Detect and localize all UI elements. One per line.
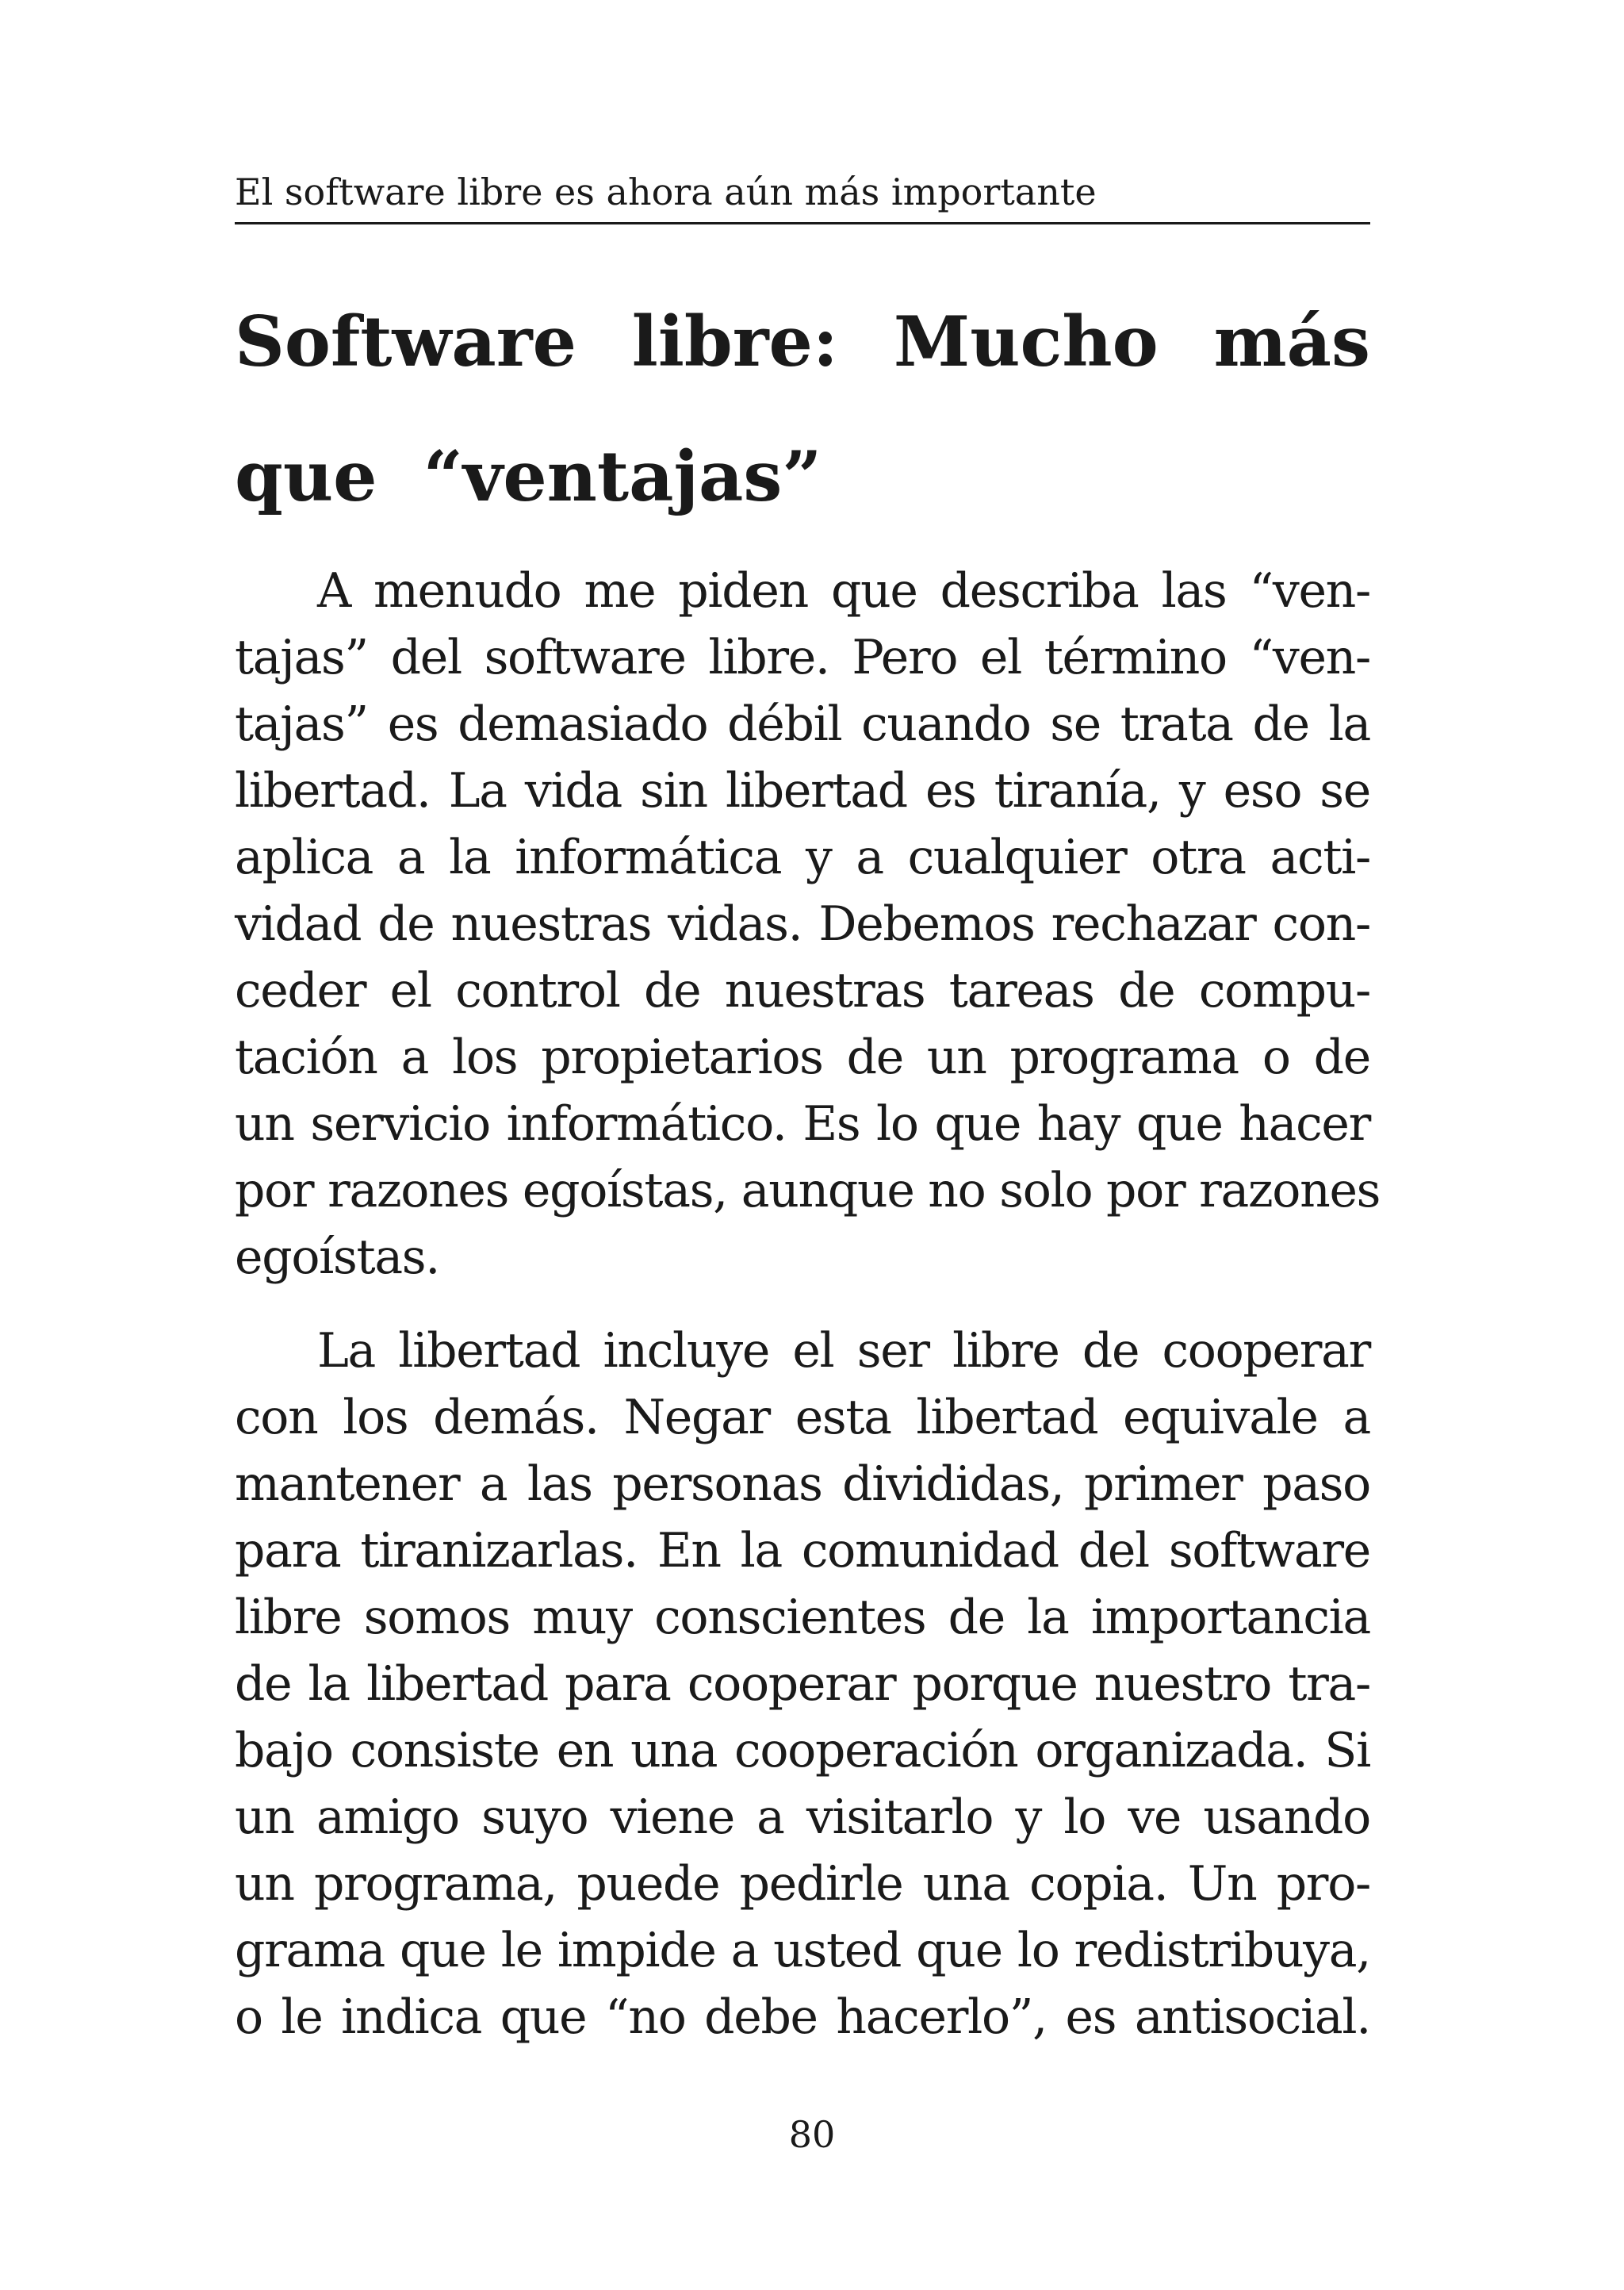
text-line: para tiranizarlas. En la comunidad del software: [235, 1523, 1370, 1578]
paragraph: [235, 1318, 1370, 2050]
body-text: [235, 558, 1381, 2050]
text-line: grama que le impide a usted que lo redistribuya,: [235, 1923, 1370, 1978]
paragraph-gap: [235, 1291, 1370, 1318]
text-line: bajo consiste en una cooperación organizada. Si: [235, 1723, 1370, 1778]
text-line: mantener a las personas divididas, primer paso: [235, 1456, 1370, 1512]
chapter-title-line-1: [235, 274, 1370, 409]
text-line: libre somos muy conscientes de la importancia: [235, 1590, 1370, 1645]
text-line: tajas” es demasiado débil cuando se trata de la: [235, 696, 1370, 752]
chapter-title: [235, 274, 1370, 544]
text-line: un servicio informático. Es lo que hay que hacer: [235, 1096, 1370, 1152]
paragraph: [235, 558, 1381, 1291]
text-line: tación a los propietarios de un programa o de: [235, 1030, 1370, 1085]
text-line: de la libertad para cooperar porque nuestro tra-: [235, 1656, 1370, 1712]
text-line: A menudo me piden que describa las “ven-: [317, 563, 1370, 619]
chapter-title-line-2: que “ventajas”: [235, 435, 822, 517]
text-line: La libertad incluye el ser libre de cooperar: [317, 1323, 1370, 1379]
text-line: o le indica que “no debe hacerlo”, es antisocial.: [235, 1989, 1370, 2045]
text-line: egoístas.: [235, 1229, 440, 1285]
title-word: libre:: [631, 301, 839, 382]
text-line: ceder el control de nuestras tareas de compu-: [235, 963, 1370, 1018]
text-line: libertad. La vida sin libertad es tiranía, y eso se: [235, 763, 1370, 819]
text-line: con los demás. Negar esta libertad equivale a: [235, 1390, 1370, 1445]
text-line: por razones egoístas, aunque no solo por razones: [235, 1163, 1381, 1218]
running-head: El software libre es ahora aún más importante: [235, 171, 1097, 213]
text-line: vidad de nuestras vidas. Debemos rechazar con-: [235, 896, 1370, 952]
header-rule: [235, 222, 1370, 224]
title-word: Mucho: [893, 301, 1159, 382]
title-word: Software: [235, 301, 576, 382]
text-line: aplica a la informática y a cualquier otra acti-: [235, 830, 1370, 885]
text-line: un programa, puede pedirle una copia. Un pro-: [235, 1856, 1370, 1912]
text-line: un amigo suyo viene a visitarlo y lo ve usando: [235, 1789, 1370, 1845]
title-word: más: [1213, 301, 1370, 382]
text-line: tajas” del software libre. Pero el término “ven-: [235, 630, 1370, 685]
page-number: 80: [788, 2113, 836, 2156]
